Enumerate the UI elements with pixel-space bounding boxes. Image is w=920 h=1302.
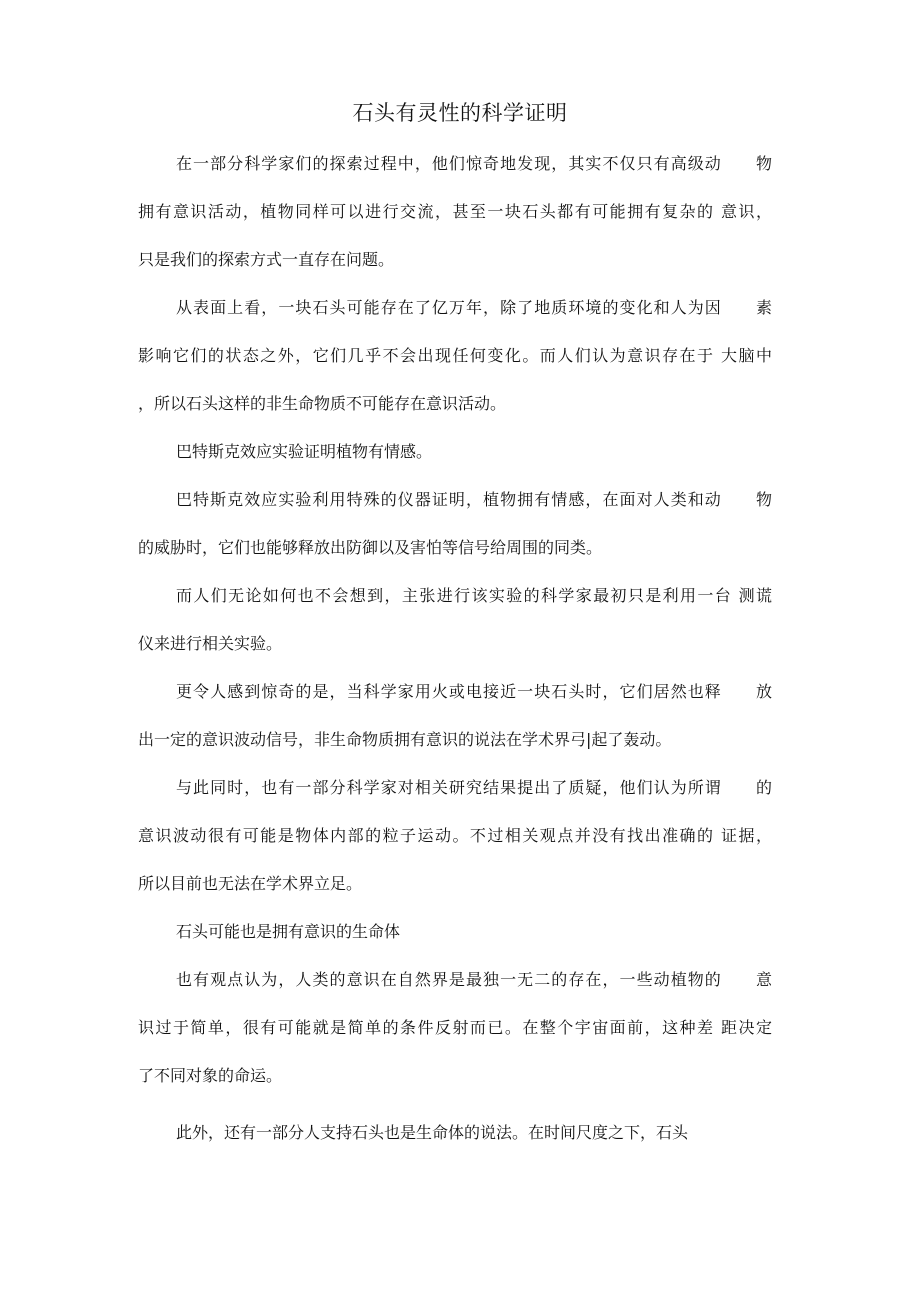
- section-heading: 巴特斯克效应实验证明植物有情感。: [176, 442, 433, 461]
- text-line: 的威胁时，它们也能够释放出防御以及害怕等信号给周围的同类。: [138, 538, 603, 557]
- text-line: 巴特斯克效应实验利用特殊的仪器证明，植物拥有情感，在面对人类和动 物: [176, 490, 772, 509]
- text-line: 从表面上看，一块石头可能存在了亿万年，除了地质环境的变化和人为因 素: [176, 298, 772, 317]
- section-heading: 石头可能也是拥有意识的生命体: [176, 922, 401, 941]
- text-line: 在一部分科学家们的探索过程中，他们惊奇地发现，其实不仅只有高级动 物: [176, 154, 772, 173]
- text-line: ，所以石头这样的非生命物质不可能存在意识活动。: [138, 394, 507, 413]
- text-line: 了不同对象的命运。: [138, 1066, 283, 1085]
- text-line: 更令人感到惊奇的是，当科学家用火或电接近一块石头时，它们居然也释 放: [176, 682, 772, 701]
- page-title: 石头有灵性的科学证明: [352, 101, 568, 125]
- text-line: 此外，还有一部分人支持石头也是生命体的说法。在时间尺度之下，石头: [176, 1123, 689, 1142]
- text-line: 而人们无论如何也不会想到，主张进行该实验的科学家最初只是利用一台 测谎: [176, 586, 772, 605]
- text-line: 仪来进行相关实验。: [138, 634, 283, 653]
- text-line: 也有观点认为，人类的意识在自然界是最独一无二的存在，一些动植物的 意: [176, 970, 772, 989]
- text-line: 识过于简单，很有可能就是简单的条件反射而已。在整个宇宙面前，这种差 距决定: [138, 1018, 772, 1037]
- text-line: 影响它们的状态之外，它们几乎不会出现任何变化。而人们认为意识存在于 大脑中: [138, 346, 772, 365]
- text-line: 拥有意识活动，植物同样可以进行交流，甚至一块石头都有可能拥有复杂的 意识，: [138, 202, 772, 221]
- text-line: 出一定的意识波动信号，非生命物质拥有意识的说法在学术界弓|起了轰动。: [138, 730, 672, 749]
- text-line: 与此同时，也有一部分科学家对相关研究结果提出了质疑，他们认为所谓 的: [176, 778, 772, 797]
- text-line: 意识波动很有可能是物体内部的粒子运动。不过相关观点并没有找出准确的 证据，: [138, 826, 772, 845]
- text-line: 只是我们的探索方式一直存在问题。: [138, 250, 395, 269]
- text-line: 所以目前也无法在学术界立足。: [138, 874, 363, 893]
